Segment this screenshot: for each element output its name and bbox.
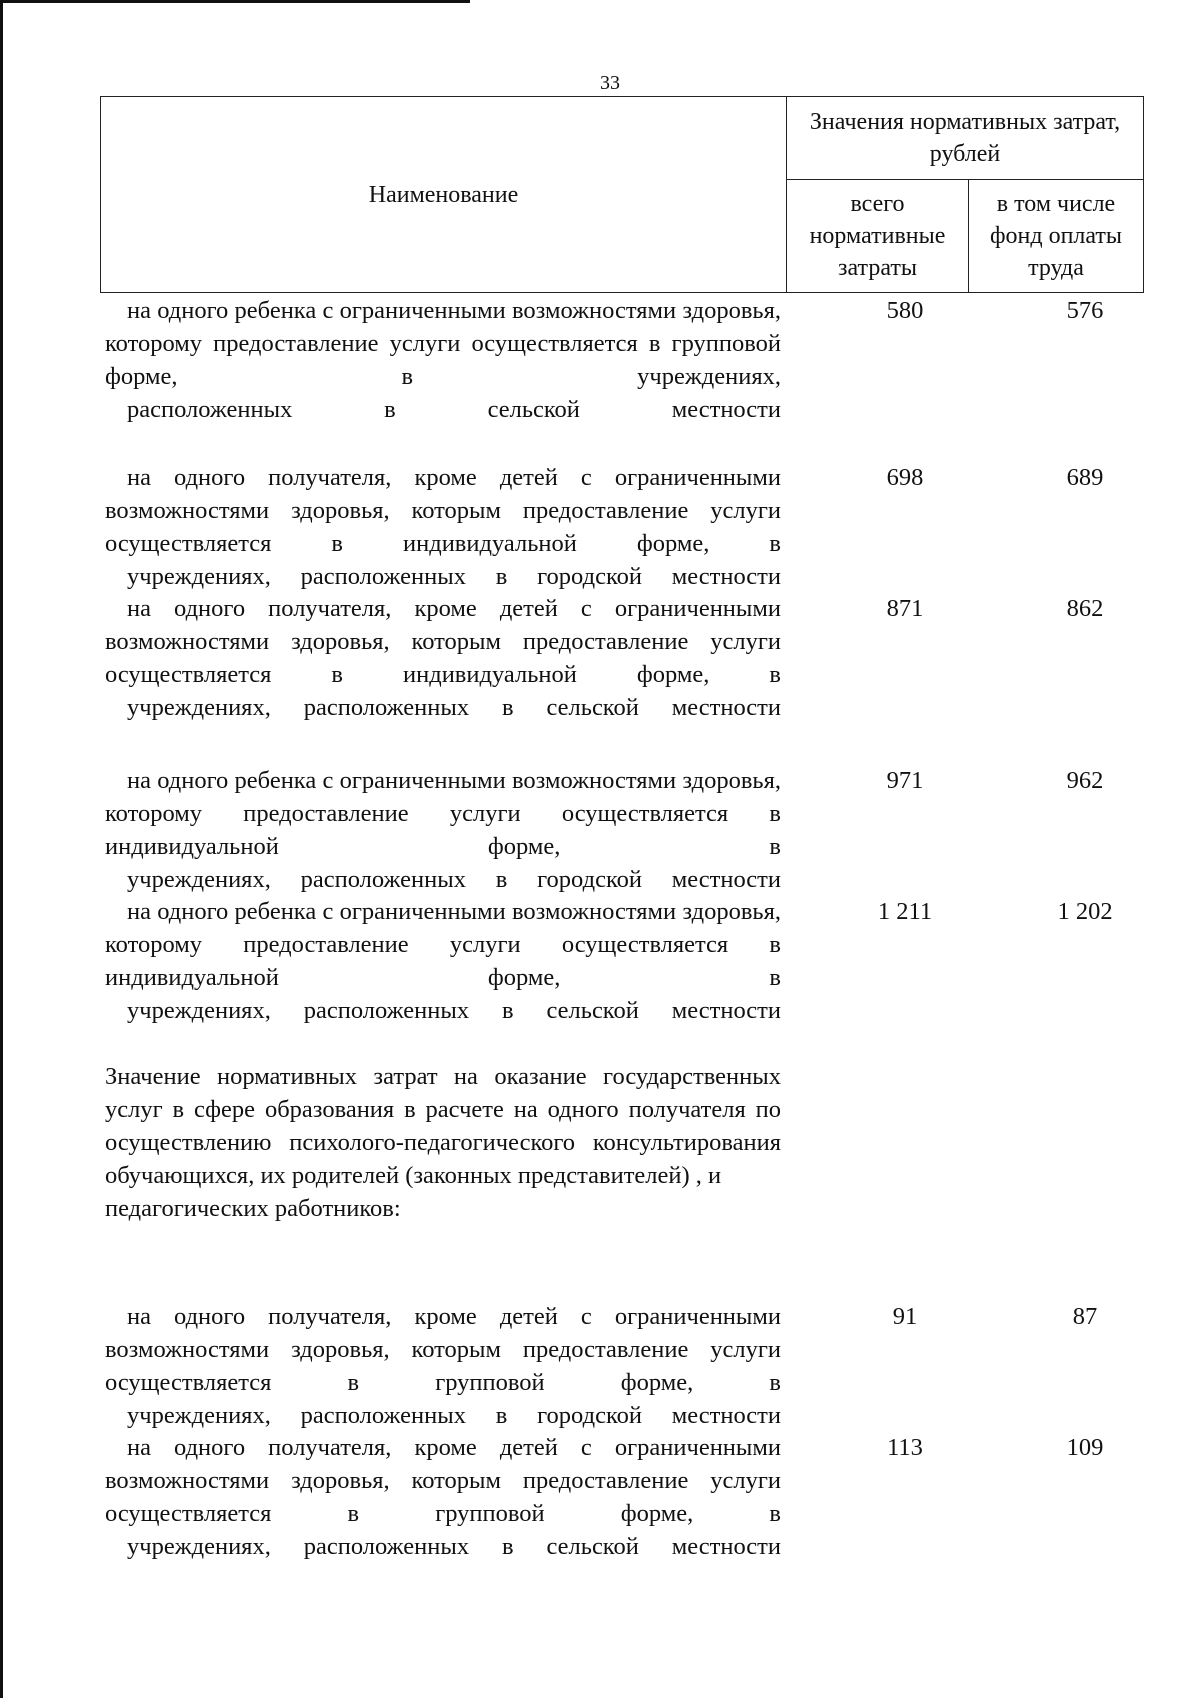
row-payroll-value: 962	[1066, 767, 1104, 794]
section-heading-last: педагогических работников:	[105, 1195, 401, 1222]
table-header	[100, 96, 1144, 293]
row-payroll-value: 576	[1066, 297, 1104, 324]
row-text-last: учреждениях, расположенных в сельской местности	[127, 694, 781, 721]
page-number: 33	[600, 72, 620, 94]
row-text-last: учреждениях, расположенных в сельской местности	[127, 1533, 781, 1560]
row-text: на одного получателя, кроме детей с ограниченными возможностями здоровья, которым предоставление услуги осуществляется в групповой форме, в	[105, 1434, 781, 1527]
row-total-value: 698	[886, 464, 924, 491]
row-total-value: 91	[892, 1303, 918, 1330]
row-text: на одного ребенка с ограниченными возможностями здоровья, которому предоставление услуги осуществляется в индивидуальной форме, в	[105, 898, 781, 991]
row-payroll-value: 862	[1066, 595, 1104, 622]
row-text: на одного ребенка с ограниченными возможностями здоровья, которому предоставление услуги осуществляется в групповой форме, в учреждениях,	[105, 297, 781, 390]
row-text: на одного получателя, кроме детей с ограниченными возможностями здоровья, которым предоставление услуги осуществляется в групповой форме, в	[105, 1303, 781, 1396]
row-text-last: учреждениях, расположенных в городской местности	[127, 1402, 781, 1429]
values-group-header: Значения нормативных затрат, рублей	[787, 97, 1144, 180]
name-column-header: Наименование	[101, 97, 787, 293]
row-text-last: расположенных в сельской местности	[127, 396, 781, 423]
row-payroll-value: 1 202	[1057, 898, 1113, 925]
row-payroll-value: 87	[1072, 1303, 1098, 1330]
section-heading	[105, 1060, 781, 1225]
row-text: на одного ребенка с ограниченными возможностями здоровья, которому предоставление услуги осуществляется в индивидуальной форме, в	[105, 767, 781, 860]
row-payroll-value: 689	[1066, 464, 1104, 491]
row-text-last: учреждениях, расположенных в сельской местности	[127, 997, 781, 1024]
table-row	[105, 461, 1145, 593]
section-heading-text: Значение нормативных затрат на оказание государственных услуг в сфере образования в расчете на одного получателя по осуществлению психолого-педагогического консультирования обучающихся, их родителей (законных представителей) , и	[105, 1063, 781, 1189]
row-total-value: 113	[887, 1434, 923, 1461]
table-row	[105, 764, 1145, 896]
table-row	[105, 294, 1145, 426]
row-total-value: 580	[886, 297, 924, 324]
row-text-last: учреждениях, расположенных в городской местности	[127, 866, 781, 893]
row-total-value: 871	[886, 595, 924, 622]
scan-edge-top	[0, 0, 470, 3]
row-text-last: учреждениях, расположенных в городской местности	[127, 563, 781, 590]
row-total-value: 1 211	[877, 898, 933, 925]
table-row	[105, 895, 1145, 1027]
scan-edge-left	[0, 0, 3, 1698]
row-payroll-value: 109	[1066, 1434, 1104, 1461]
payroll-column-header: в том числе фонд оплаты труда	[969, 180, 1144, 293]
row-total-value: 971	[886, 767, 924, 794]
table-row	[105, 1300, 1145, 1432]
row-text: на одного получателя, кроме детей с ограниченными возможностями здоровья, которым предоставление услуги осуществляется в индивидуальной форме, в	[105, 464, 781, 557]
table-row	[105, 592, 1145, 724]
total-column-header: всего нормативные затраты	[787, 180, 969, 293]
row-text: на одного получателя, кроме детей с ограниченными возможностями здоровья, которым предоставление услуги осуществляется в индивидуальной форме, в	[105, 595, 781, 688]
table-row	[105, 1431, 1145, 1563]
